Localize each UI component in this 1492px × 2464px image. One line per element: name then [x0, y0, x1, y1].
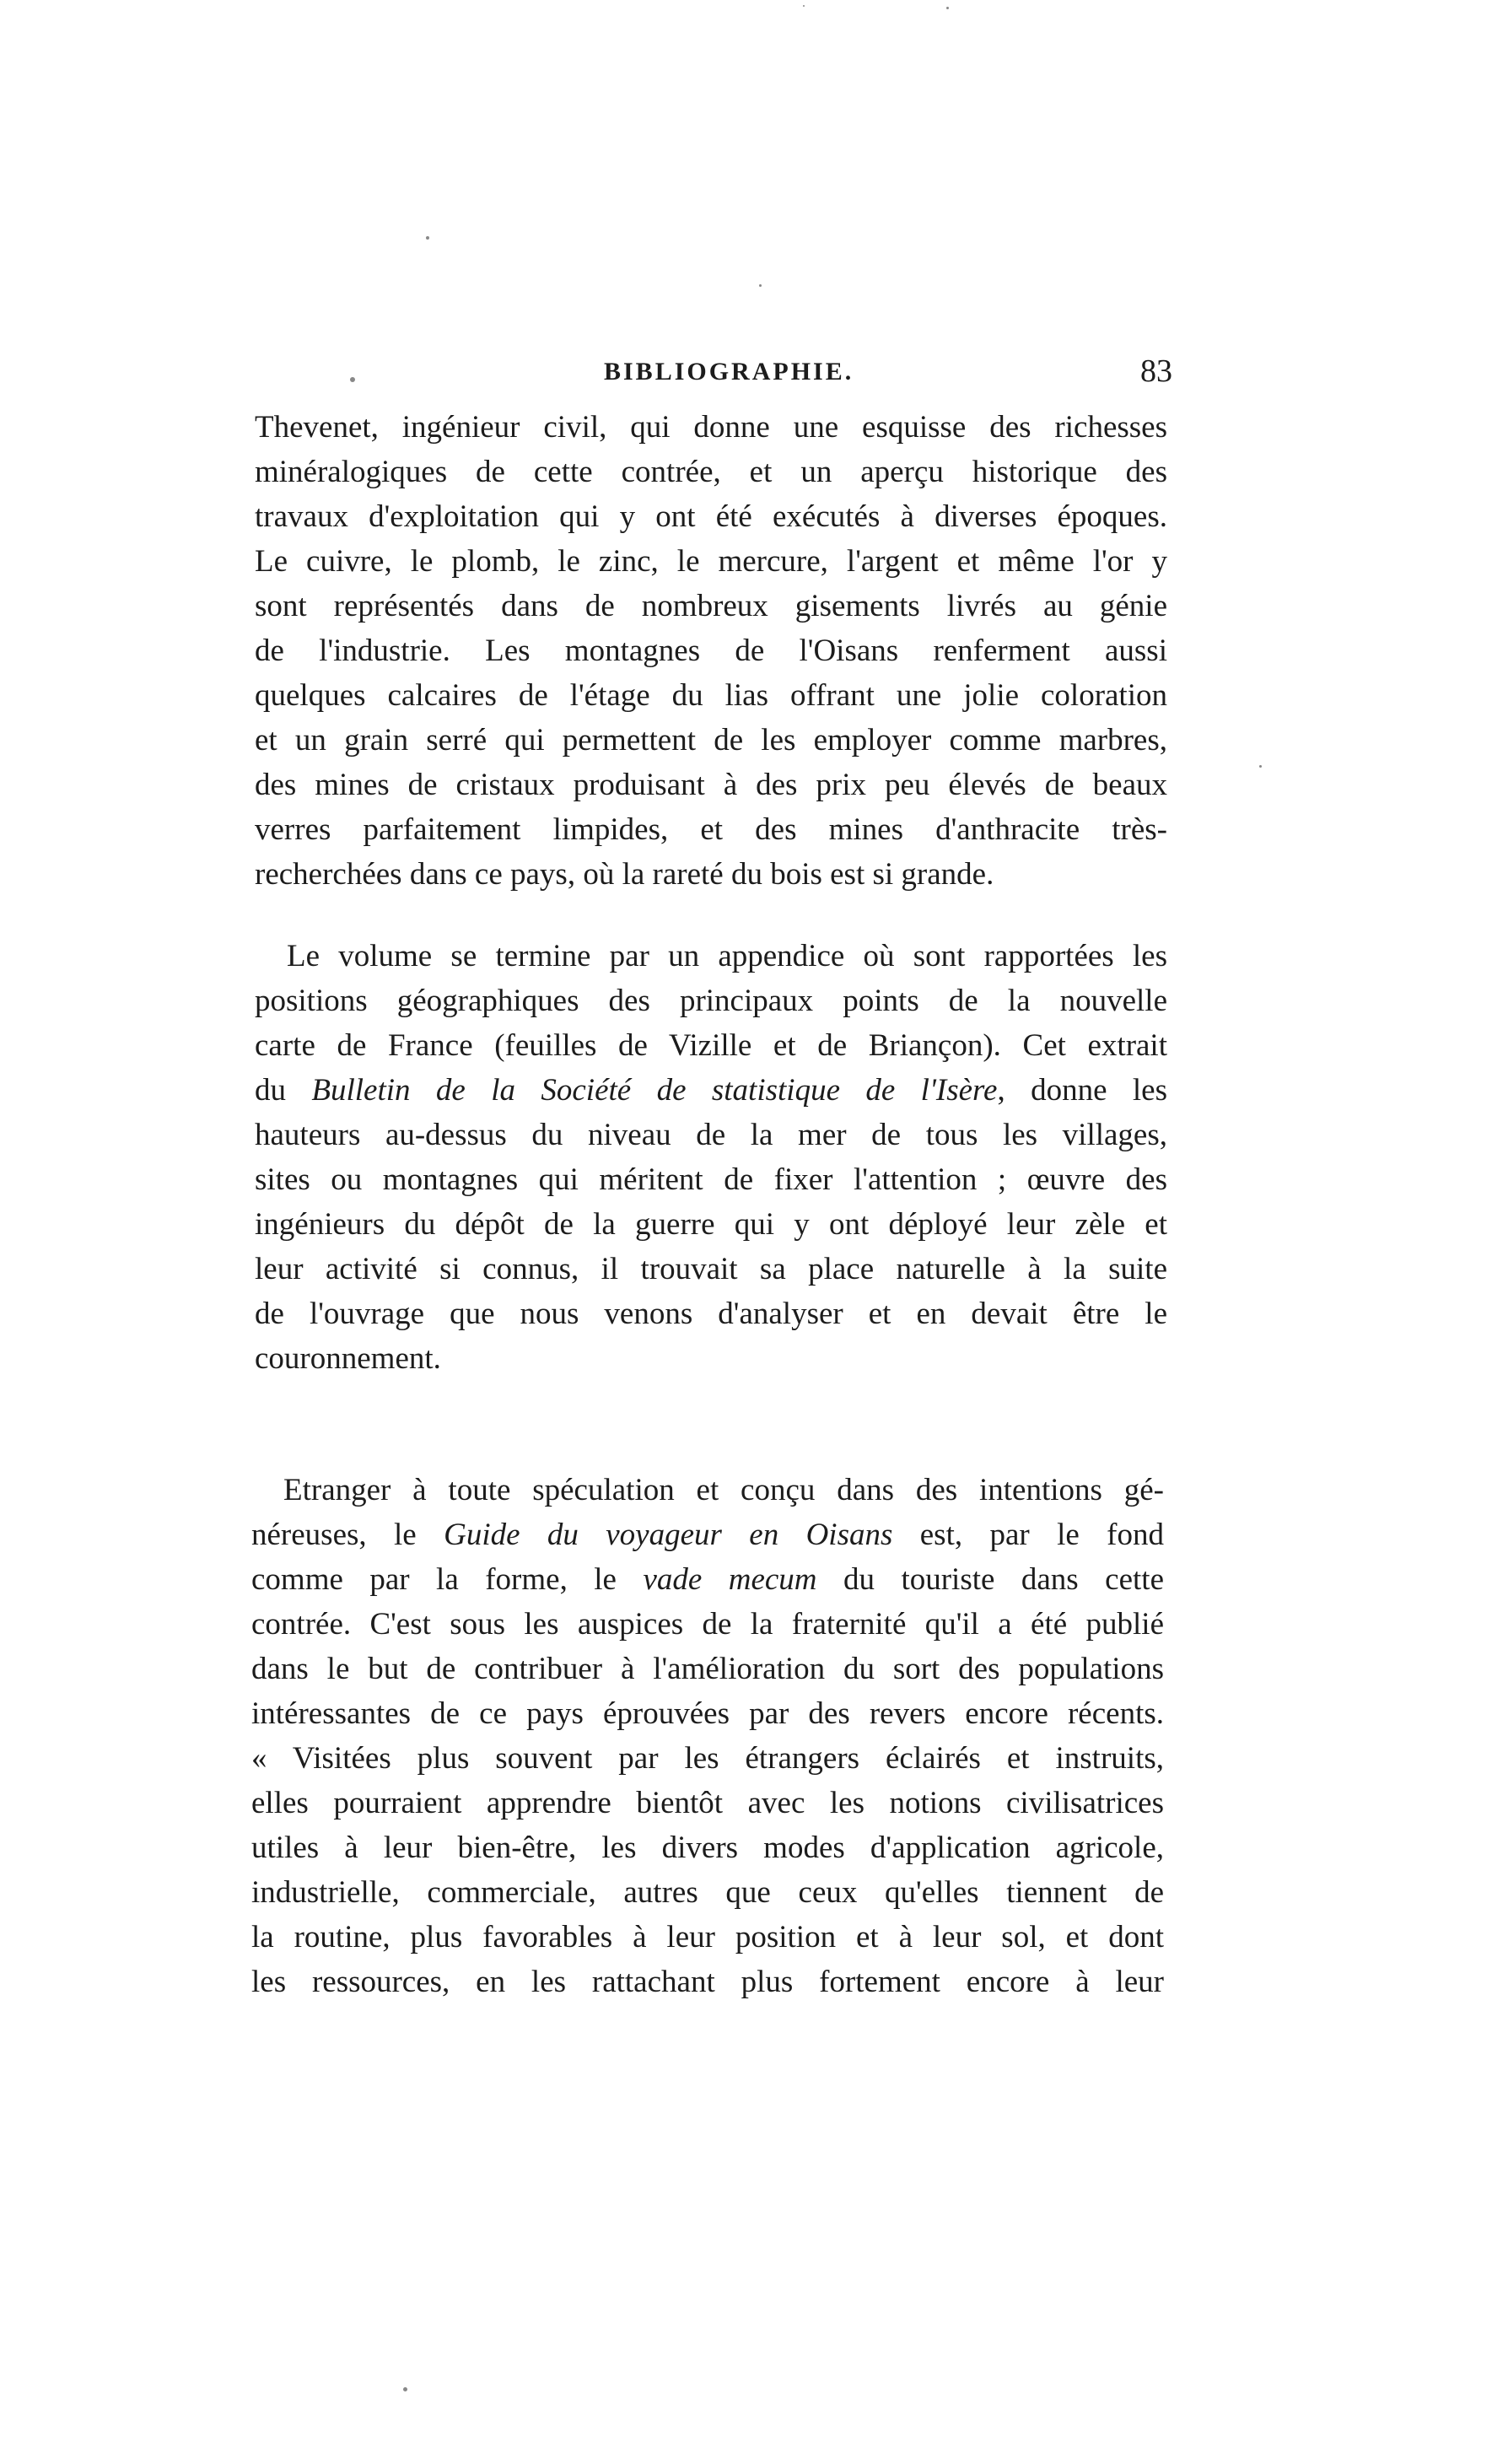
scan-speck: [759, 284, 762, 287]
page-number: 83: [1140, 353, 1172, 389]
text-line: Le volume se termine par un appendice où sont rapportées les: [287, 939, 1167, 973]
running-head: [253, 353, 1172, 393]
text-run: , donne les: [997, 1073, 1168, 1108]
text-line: de l'industrie. Les montagnes de l'Oisans renferment aussi: [255, 634, 1167, 668]
text-line: sites ou montagnes qui méritent de fixer l'attention ; œuvre des: [255, 1162, 1167, 1197]
text-line: hauteurs au-dessus du niveau de la mer de tous les villages,: [255, 1118, 1167, 1152]
scan-speck: [946, 7, 949, 9]
scan-speck: [803, 5, 805, 7]
italic-title: Guide du voyageur en Oisans: [444, 1518, 893, 1552]
scan-speck: [426, 236, 429, 240]
text-line: couronnement.: [255, 1341, 441, 1376]
scan-speck: [350, 377, 355, 382]
text-line: ingénieurs du dépôt de la guerre qui y ont déployé leur zèle et: [255, 1207, 1167, 1242]
text-line: [255, 1068, 1167, 1113]
paragraph-1: [255, 405, 1167, 897]
text-run: comme par la forme, le: [251, 1562, 644, 1597]
text-run: du touriste dans cette: [816, 1562, 1164, 1597]
text-line: les ressources, en les rattachant plus fortement encore à leur: [251, 1965, 1164, 1999]
italic-title: Bulletin de la Société de statistique de l'Isère: [311, 1073, 998, 1108]
text-line: Le cuivre, le plomb, le zinc, le mercure, l'argent et même l'or y: [255, 544, 1167, 579]
text-line: [251, 1512, 1164, 1557]
text-line: Etranger à toute spéculation et conçu dans des intentions gé-: [283, 1473, 1164, 1507]
text-line: des mines de cristaux produisant à des prix peu élevés de beaux: [255, 768, 1167, 802]
text-line: elles pourraient apprendre bientôt avec les notions civilisatrices: [251, 1786, 1164, 1820]
text-line: minéralogiques de cette contrée, et un aperçu historique des: [255, 455, 1167, 489]
text-line: et un grain serré qui permettent de les employer comme marbres,: [255, 723, 1167, 758]
text-line: sont représentés dans de nombreux gisements livrés au génie: [255, 589, 1167, 623]
text-line: leur activité si connus, il trouvait sa place naturelle à la suite: [255, 1252, 1167, 1286]
text-line: Thevenet, ingénieur civil, qui donne une esquisse des richesses: [255, 410, 1167, 445]
text-line: [251, 1557, 1164, 1602]
text-line: de l'ouvrage que nous venons d'analyser et en devait être le: [255, 1297, 1167, 1331]
text-line: la routine, plus favorables à leur position et à leur sol, et dont: [251, 1920, 1164, 1954]
text-line: verres parfaitement limpides, et des mines d'anthracite très-: [255, 812, 1167, 847]
text-line: positions géographiques des principaux points de la nouvelle: [255, 984, 1167, 1018]
scan-speck: [1259, 765, 1262, 768]
scan-speck: [403, 2387, 407, 2391]
text-line: « Visitées plus souvent par les étrangers éclairés et instruits,: [251, 1741, 1164, 1776]
text-line: contrée. C'est sous les auspices de la fraternité qu'il a été publié: [251, 1607, 1164, 1642]
text-line: carte de France (feuilles de Vizille et de Briançon). Cet extrait: [255, 1028, 1167, 1063]
text-run: néreuses, le: [251, 1518, 444, 1552]
paragraph-3: [251, 1468, 1164, 2004]
text-line: quelques calcaires de l'étage du lias offrant une jolie coloration: [255, 678, 1167, 713]
text-line: utiles à leur bien-être, les divers modes d'application agricole,: [251, 1830, 1164, 1865]
text-run: est, par le fond: [892, 1518, 1164, 1552]
running-title: BIBLIOGRAPHIE.: [604, 358, 854, 386]
text-run: du: [255, 1073, 312, 1108]
text-line: intéressantes de ce pays éprouvées par des revers encore récents.: [251, 1696, 1164, 1731]
text-line: travaux d'exploitation qui y ont été exécutés à diverses époques.: [255, 499, 1167, 534]
italic-term: vade mecum: [643, 1562, 817, 1597]
text-line: recherchées dans ce pays, où la rareté du bois est si grande.: [255, 857, 994, 892]
text-line: dans le but de contribuer à l'amélioration du sort des populations: [251, 1652, 1164, 1686]
paragraph-2: [255, 934, 1167, 1381]
text-line: industrielle, commerciale, autres que ceux qu'elles tiennent de: [251, 1875, 1164, 1910]
